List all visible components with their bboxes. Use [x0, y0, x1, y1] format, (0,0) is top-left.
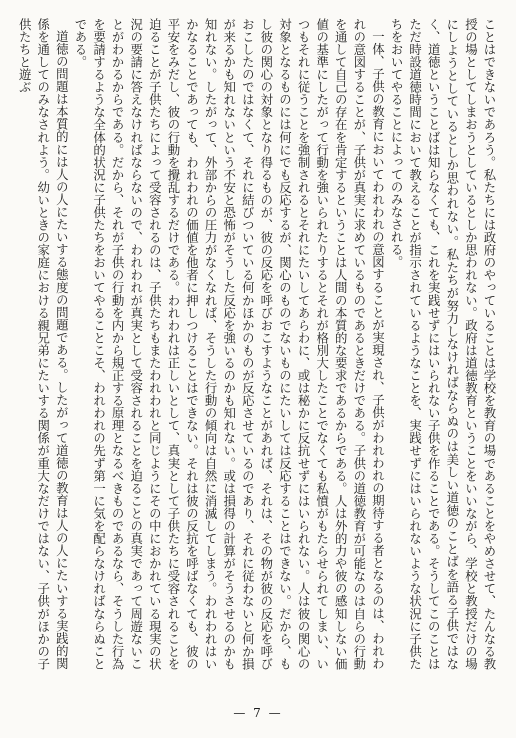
page-number: — 7 —	[233, 706, 283, 720]
paragraph-2: 一体、子供の教育においてわれわれの意図することが実現され、子供がわれわれの期待する者となるのは、われわれの意図することが、子供が真実に求めているものであるときだけである。子供の道徳教育が可能なのは自らの行動を通して自己の存在を肯定するということは人間の本質的な要求であるからである。人は外的力や彼の感知しない価値の基準にしたがって行動を強いられたりするとそれが格別大したことでなくても私憤がもたらせられてしまい、いつもそれに従うことを強制されるとそれにたいしてあらわに、或は秘かに反抗せずにはいられない。人は彼の関心の対象となるものには何にでも反応するが、関心のものでないものにたいしては反応することはできない。だから、もし彼の関心の対象となり得るものが、彼の反応を呼びおこすようなことがあれば、それは、その物が彼の反応を呼びおこしたのではなくて、それに結びついている何かほかのものが反応させているのであり、それに従わないと何か損が来るかも知れないという不安と恐怖がそうした反応を強いるのかも知れない。或は損得の計算がそうさせるのかも知れない。したがって、外部からの圧力がなくなれば、そうした行動の傾向は自然に消滅してしまう。われわれはいかなることであっても、われわれの価値を他者に押しつけることはできない。それは彼の反抗を呼ばなくても、彼の平安をみだし、彼の行動を攪乱するだけである。われわれは正しいとして、真実として子供たちに受容されることを迫ることが子供たちによって受容されるのは、子供たちもまたわれわれと同じようにその中におかれている現実の状況の要請に答えなければならないので、われわれが真実として受容されることを迫ることの真実であって周遊ないことがわかるからである。だから、それが子供の行動を内から規正する原理となるべきものであるなら、そうした行為を要請するような全体的状況に子供たちをおいてやることこそ、われわれの先ず第一に気を配らなければならぬことである。	[72, 18, 386, 670]
vertical-body-text	[16, 18, 498, 670]
paragraph-3: 道徳の問題は本質的には人の人にたいする態度の問題である。したがって道徳の教育は人の人にたいする実践的関係を通してのみなされよう。幼いときの家庭における親兄弟にたいする関係が重大なだけではない、子供がほかの子供たちと遊ぶ	[17, 18, 70, 670]
paragraph-1: ことはできないであろう。私たちには政府のやっていることは学校を教育の場であることをやめさせて、たんなる教授の場としてしまおうとしているとしか思われない。政府は道徳教育ということをいいながら、学校と教授だけの場にしようとしているとしか思われない。私たちが努力しなければならぬのは美しい道徳のことばを語る子供ではなく、道徳ということばは知らなくても、これを実践せずにはいられない子供を作ることである。そうしてこのことはただ時設道徳時間において教えることが指示されているようなことを、実践せずにはいられないような状況に子供たちをおいてやることによってのみなされる。	[389, 18, 497, 670]
